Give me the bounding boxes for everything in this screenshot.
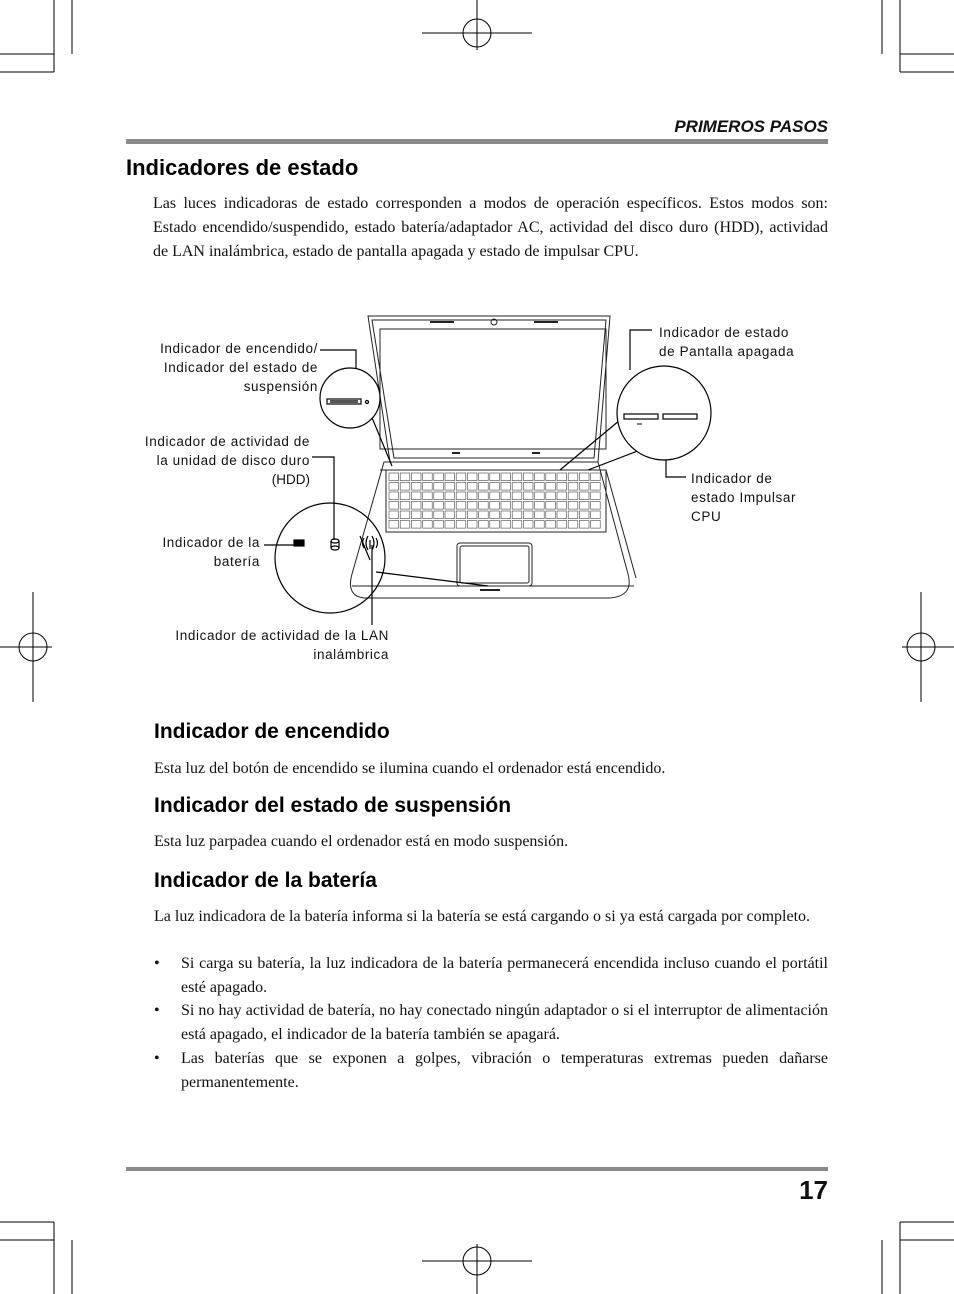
keyboard-key — [546, 511, 556, 519]
keyboard-key — [501, 521, 511, 529]
callout-hdd-line-3: (HDD) — [271, 472, 310, 487]
keyboard-key — [591, 483, 601, 491]
keyboard-key — [479, 483, 489, 491]
keyboard-key — [434, 521, 444, 529]
list-item: • Las baterías que se exponen a golpes, vibración o temperaturas extremas pueden dañarse permanentemente. — [154, 1047, 828, 1095]
list-item: • Si no hay actividad de batería, no hay conectado ningún adaptador o si el interruptor de alimentación está apagado, el indicador de la batería también se apagará. — [154, 999, 828, 1047]
keyboard-key — [389, 521, 399, 529]
callout-screen-off-indicator — [659, 323, 829, 361]
keyboard-key — [456, 473, 466, 481]
keyboard-key — [445, 492, 455, 500]
page-number: 17 — [799, 1175, 828, 1205]
intro-paragraph: Las luces indicadoras de estado corresponden a modos de operación específicos. Estos modos son: Estado encendido/suspendido, estado batería/adaptador AC, actividad del disco duro (HDD), actividad de LAN inalámbrica, estado de pantalla apagada y estado de impulsar CPU. — [153, 195, 828, 260]
callout-cpu-line-2: estado Impulsar — [691, 490, 797, 505]
keyboard-key — [523, 521, 533, 529]
keyboard-key — [523, 502, 533, 510]
keyboard-key — [445, 473, 455, 481]
keyboard-key — [490, 473, 500, 481]
keyboard-key — [423, 521, 433, 529]
keyboard-key — [456, 521, 466, 529]
section-title-power: Indicador de encendido — [154, 720, 390, 743]
section-body-battery: La luz indicadora de la batería informa si la batería se está cargando o si ya está cargada por completo. — [154, 908, 811, 925]
keyboard-key — [579, 483, 589, 491]
callout-battery-indicator — [110, 533, 260, 571]
keyboard-key — [546, 473, 556, 481]
keyboard-key — [423, 473, 433, 481]
keyboard-key — [445, 502, 455, 510]
keyboard-key — [557, 521, 567, 529]
callout-battery-line-1: Indicador de la — [162, 535, 260, 550]
keyboard-key — [523, 511, 533, 519]
callout-wlan-line-2: inalámbrica — [313, 647, 389, 662]
keyboard-key — [479, 502, 489, 510]
keyboard-key — [479, 521, 489, 529]
callout-power-line-2: Indicador del estado de — [163, 360, 318, 375]
keyboard-key — [400, 511, 410, 519]
keyboard-key — [546, 492, 556, 500]
keyboard-key — [579, 511, 589, 519]
keyboard-key — [490, 483, 500, 491]
keyboard-key — [557, 473, 567, 481]
section-title-sleep: Indicador del estado de suspensión — [154, 794, 512, 817]
keyboard-key — [512, 473, 522, 481]
footer-rule — [126, 1167, 828, 1171]
keyboard-key — [535, 511, 545, 519]
keyboard-key — [490, 502, 500, 510]
keyboard-key — [467, 473, 477, 481]
keyboard-key — [490, 492, 500, 500]
keyboard-key — [467, 492, 477, 500]
keyboard-key — [490, 521, 500, 529]
keyboard-key — [501, 483, 511, 491]
keyboard-key — [423, 502, 433, 510]
callout-power-indicator — [118, 339, 318, 396]
keyboard-key — [557, 483, 567, 491]
keyboard-key — [568, 492, 578, 500]
keyboard-key — [479, 511, 489, 519]
keyboard-key — [456, 502, 466, 510]
keyboard-key — [535, 521, 545, 529]
keyboard-key — [591, 521, 601, 529]
keyboard-key — [456, 492, 466, 500]
keyboard-key — [557, 502, 567, 510]
keyboard-key — [467, 511, 477, 519]
keyboard-key — [546, 521, 556, 529]
callout-hdd-indicator — [110, 432, 310, 489]
keyboard-key — [400, 502, 410, 510]
keyboard-key — [411, 511, 421, 519]
battery-bullet-list — [154, 952, 828, 1095]
keyboard-key — [535, 483, 545, 491]
keyboard-key — [579, 521, 589, 529]
keyboard-key — [512, 492, 522, 500]
callout-wlan-indicator — [129, 626, 389, 664]
keyboard-key — [479, 492, 489, 500]
keyboard-key — [434, 492, 444, 500]
callout-cpu-line-3: CPU — [691, 509, 722, 524]
keyboard-key — [434, 502, 444, 510]
keyboard-key — [445, 511, 455, 519]
callout-power-line-1: Indicador de encendido/ — [160, 341, 318, 356]
running-header: PRIMEROS PASOS — [674, 117, 828, 136]
keyboard-key — [546, 483, 556, 491]
keyboard-key — [523, 492, 533, 500]
callout-wlan-line-1: Indicador de actividad de la LAN — [175, 628, 389, 643]
callout-power-line-3: suspensión — [243, 379, 318, 394]
keyboard-key — [445, 521, 455, 529]
keyboard-key — [568, 483, 578, 491]
keyboard-key — [591, 473, 601, 481]
keyboard-key — [479, 473, 489, 481]
keyboard-key — [434, 483, 444, 491]
list-item: • Si carga su batería, la luz indicadora de la batería permanecerá encendida incluso cuando el portátil esté apagado. — [154, 952, 828, 1000]
keyboard-key — [434, 473, 444, 481]
keyboard-key — [389, 492, 399, 500]
keyboard-key — [535, 492, 545, 500]
keyboard-key — [456, 511, 466, 519]
keyboard-key — [512, 483, 522, 491]
keyboard-key — [423, 492, 433, 500]
keyboard-key — [501, 502, 511, 510]
keyboard-key — [512, 502, 522, 510]
keyboard-key — [411, 521, 421, 529]
callout-screen-line-2: de Pantalla apagada — [659, 344, 795, 359]
keyboard-key — [411, 502, 421, 510]
keyboard-key — [579, 492, 589, 500]
section-title-battery: Indicador de la batería — [154, 869, 377, 892]
keyboard-key — [400, 521, 410, 529]
keyboard-key — [400, 473, 410, 481]
keyboard-key — [400, 483, 410, 491]
keyboard-key — [512, 521, 522, 529]
keyboard-key — [568, 511, 578, 519]
keyboard-key — [501, 492, 511, 500]
keyboard-key — [579, 502, 589, 510]
keyboard-key — [523, 483, 533, 491]
keyboard-key — [389, 483, 399, 491]
section-body-sleep: Esta luz parpadea cuando el ordenador está en modo suspensión. — [154, 833, 569, 850]
keyboard-key — [467, 483, 477, 491]
keyboard-key — [557, 492, 567, 500]
callout-hdd-line-2: la unidad de disco duro — [156, 453, 310, 468]
callout-cpu-line-1: Indicador de — [691, 471, 773, 486]
callout-screen-line-1: Indicador de estado — [659, 325, 789, 340]
keyboard-key — [411, 492, 421, 500]
callout-hdd-line-1: Indicador de actividad de — [144, 434, 310, 449]
keyboard-key — [568, 502, 578, 510]
keyboard-key — [535, 502, 545, 510]
keyboard-key — [411, 473, 421, 481]
keyboard-key — [557, 511, 567, 519]
keyboard-key — [389, 502, 399, 510]
keyboard-key — [389, 473, 399, 481]
keyboard-key — [535, 473, 545, 481]
page-heading: Indicadores de estado — [126, 155, 359, 180]
keyboard-key — [423, 483, 433, 491]
keyboard-key — [423, 511, 433, 519]
keyboard-key — [523, 473, 533, 481]
keyboard-key — [546, 502, 556, 510]
keyboard-key — [467, 521, 477, 529]
keyboard-key — [445, 483, 455, 491]
keyboard-key — [579, 473, 589, 481]
keyboard-key — [501, 473, 511, 481]
keyboard-key — [591, 511, 601, 519]
keyboard-key — [568, 521, 578, 529]
keyboard-key — [512, 511, 522, 519]
callout-battery-line-2: batería — [213, 554, 260, 569]
keyboard-key — [467, 502, 477, 510]
keyboard-key — [389, 511, 399, 519]
keyboard-key — [591, 502, 601, 510]
callout-cpu-boost-indicator — [691, 469, 831, 526]
keyboard-key — [456, 483, 466, 491]
keyboard-key — [411, 483, 421, 491]
keyboard-key — [400, 492, 410, 500]
section-body-power: Esta luz del botón de encendido se ilumina cuando el ordenador está encendido. — [154, 760, 666, 777]
keyboard-key — [434, 511, 444, 519]
keyboard-key — [490, 511, 500, 519]
keyboard-key — [591, 492, 601, 500]
keyboard-key — [501, 511, 511, 519]
keyboard-key — [568, 473, 578, 481]
